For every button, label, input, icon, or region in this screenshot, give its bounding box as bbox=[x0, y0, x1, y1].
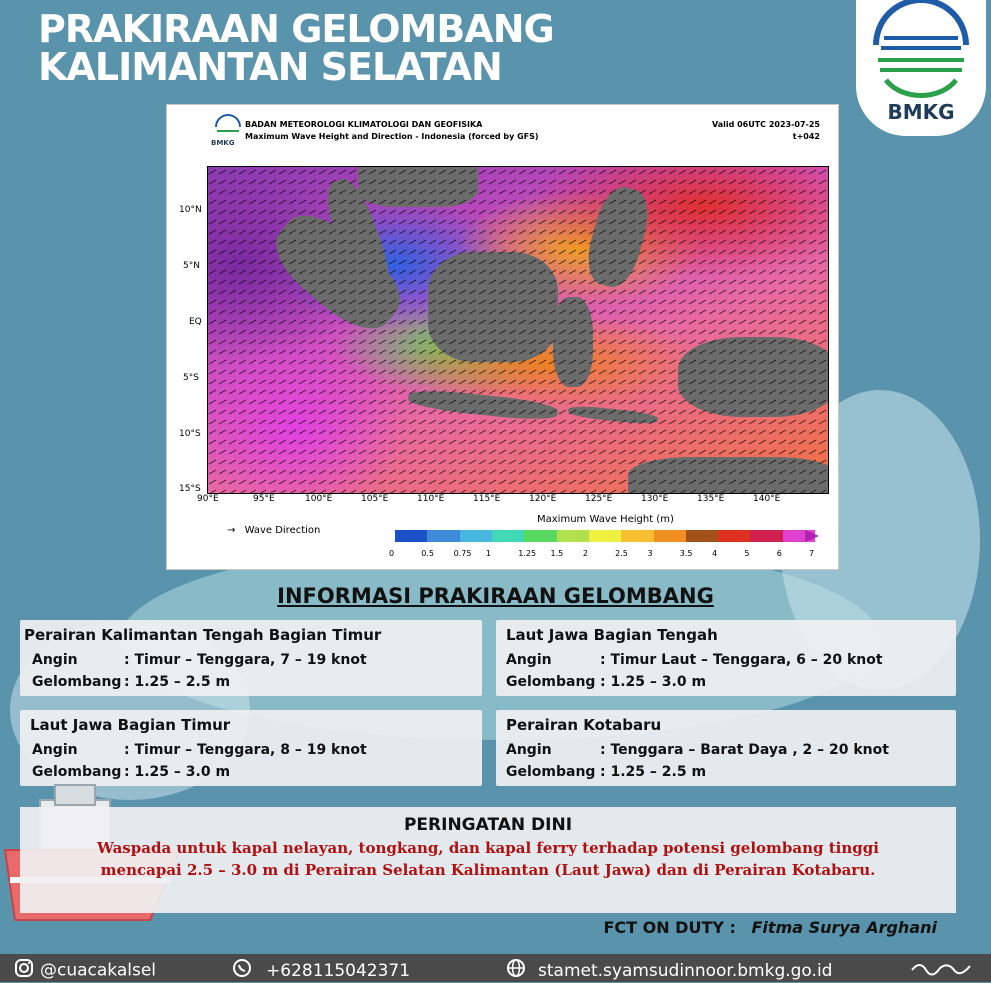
colorbar-ticks bbox=[389, 549, 815, 561]
gelombang-label: Gelombang bbox=[32, 674, 122, 690]
map-valid-time: Valid 06UTC 2023-07-25 bbox=[711, 120, 820, 129]
x-tick: 135°E bbox=[697, 494, 725, 504]
warning-line-1: Waspada untuk kapal nelayan, tongkang, dan kapal ferry terhadap potensi gelombang tinggi bbox=[97, 839, 879, 857]
y-tick: 10°N bbox=[179, 205, 202, 215]
colorbar-tick: 3.5 bbox=[679, 549, 693, 558]
map-agency-title: BADAN METEOROLOGI KLIMATOLOGI DAN GEOFISIKA bbox=[245, 120, 483, 129]
gelombang-value: : 1.25 – 2.5 m bbox=[600, 764, 707, 780]
angin-value: : Tenggara – Barat Daya , 2 – 20 knot bbox=[600, 742, 889, 758]
y-tick: 10°S bbox=[179, 429, 201, 439]
colorbar-tick: 3 bbox=[647, 549, 653, 558]
x-tick: 90°E bbox=[197, 494, 219, 504]
title-line-2: KALIMANTAN SELATAN bbox=[38, 45, 502, 89]
colorbar-tick: 1.5 bbox=[550, 549, 564, 558]
mini-logo-text: BMKG bbox=[211, 139, 235, 147]
colorbar-tick: 0 bbox=[389, 549, 395, 558]
footer-website[interactable] bbox=[506, 958, 832, 983]
duty-label: FCT ON DUTY : bbox=[603, 918, 736, 937]
colorbar-extend-arrow bbox=[805, 530, 819, 542]
bmkg-logo-text: BMKG bbox=[887, 100, 955, 124]
instagram-handle: @cuacakalsel bbox=[40, 960, 157, 981]
wave-height-map bbox=[207, 166, 829, 494]
angin-value: : Timur Laut – Tenggara, 6 – 20 knot bbox=[600, 652, 883, 668]
arrow-right-icon: → bbox=[227, 525, 236, 536]
y-tick: 15°S bbox=[179, 484, 201, 494]
colorbar-segment bbox=[524, 530, 556, 542]
map-lead-time: t+042 bbox=[792, 132, 820, 141]
colorbar-tick: 7 bbox=[809, 549, 815, 558]
wave-direction-arrows bbox=[208, 167, 828, 493]
colorbar-segment bbox=[750, 530, 782, 542]
info-heading: INFORMASI PRAKIRAAN GELOMBANG bbox=[277, 584, 714, 608]
forecast-panel-laut-jawa-tengah bbox=[496, 620, 956, 696]
colorbar-tick: 2.5 bbox=[615, 549, 628, 558]
colorbar-segment bbox=[718, 530, 750, 542]
warning-title: PERINGATAN DINI bbox=[403, 815, 573, 835]
colorbar-segment bbox=[427, 530, 459, 542]
duty-name: Fitma Surya Arghani bbox=[751, 918, 937, 937]
wave-map-figure bbox=[166, 104, 839, 570]
colorbar-tick: 6 bbox=[776, 549, 782, 558]
signature-icon bbox=[908, 956, 978, 980]
early-warning-panel bbox=[20, 807, 956, 913]
bmkg-logo bbox=[856, 0, 986, 136]
wave-direction-label: Wave Direction bbox=[244, 525, 321, 536]
colorbar-tick: 5 bbox=[744, 549, 750, 558]
footer-instagram[interactable] bbox=[14, 958, 156, 983]
website-url: stamet.syamsudinnoor.bmkg.go.id bbox=[538, 960, 833, 981]
panel-title: Perairan Kalimantan Tengah Bagian Timur bbox=[24, 626, 382, 644]
x-tick: 105°E bbox=[361, 494, 389, 504]
angin-value: : Timur – Tenggara, 8 – 19 knot bbox=[124, 742, 367, 758]
colorbar-tick: 0.75 bbox=[453, 549, 472, 558]
phone-number: +628115042371 bbox=[266, 960, 411, 981]
globe-icon bbox=[506, 958, 526, 983]
warning-text bbox=[20, 837, 956, 881]
y-tick: 5°N bbox=[183, 261, 200, 271]
page-title bbox=[38, 7, 554, 89]
footer-bar bbox=[0, 954, 991, 982]
colorbar-tick: 4 bbox=[712, 549, 718, 558]
colorbar-tick: 2 bbox=[582, 549, 588, 558]
colorbar-segment bbox=[621, 530, 653, 542]
colorbar-segment bbox=[395, 530, 427, 542]
map-validity bbox=[712, 119, 820, 143]
x-tick: 130°E bbox=[641, 494, 669, 504]
angin-label: Angin bbox=[506, 742, 552, 758]
angin-label: Angin bbox=[32, 742, 78, 758]
x-tick: 120°E bbox=[529, 494, 557, 504]
x-tick: 95°E bbox=[253, 494, 275, 504]
colorbar-segment bbox=[589, 530, 621, 542]
colorbar-segment bbox=[460, 530, 492, 542]
x-tick: 115°E bbox=[473, 494, 501, 504]
colorbar-segment bbox=[686, 530, 718, 542]
instagram-icon bbox=[14, 958, 34, 983]
title-line-1: PRAKIRAAN GELOMBANG bbox=[38, 7, 554, 51]
x-tick: 110°E bbox=[417, 494, 445, 504]
forecast-panel-kotabaru bbox=[496, 710, 956, 786]
bmkg-logo-icon bbox=[856, 0, 986, 100]
panel-title: Laut Jawa Bagian Timur bbox=[30, 716, 231, 734]
angin-label: Angin bbox=[506, 652, 552, 668]
colorbar-segment bbox=[557, 530, 589, 542]
whatsapp-icon bbox=[232, 958, 252, 983]
gelombang-label: Gelombang bbox=[506, 764, 596, 780]
panel-title: Perairan Kotabaru bbox=[506, 716, 662, 734]
angin-label: Angin bbox=[32, 652, 78, 668]
wave-direction-legend bbox=[227, 525, 320, 536]
colorbar-tick: 1 bbox=[485, 549, 492, 558]
gelombang-value: : 1.25 – 3.0 m bbox=[124, 764, 231, 780]
x-tick: 125°E bbox=[585, 494, 613, 504]
gelombang-label: Gelombang bbox=[32, 764, 122, 780]
colorbar-tick: 0.5 bbox=[421, 549, 435, 558]
x-tick: 100°E bbox=[305, 494, 333, 504]
colorbar bbox=[395, 530, 815, 542]
forecast-panel-laut-jawa-timur bbox=[20, 710, 482, 786]
forecaster-on-duty bbox=[603, 918, 937, 937]
y-tick: EQ bbox=[189, 317, 202, 327]
colorbar-tick: 1.25 bbox=[518, 549, 537, 558]
x-tick: 140°E bbox=[753, 494, 781, 504]
colorbar-segment bbox=[654, 530, 686, 542]
angin-value: : Timur – Tenggara, 7 – 19 knot bbox=[124, 652, 367, 668]
footer-phone[interactable] bbox=[232, 958, 410, 983]
warning-line-2: mencapai 2.5 – 3.0 m di Perairan Selatan Kalimantan (Laut Jawa) dan di Perairan Kotabaru. bbox=[100, 861, 876, 879]
panel-title: Laut Jawa Bagian Tengah bbox=[506, 626, 718, 644]
forecast-panel-kalteng-timur bbox=[20, 620, 482, 696]
gelombang-value: : 1.25 – 3.0 m bbox=[600, 674, 707, 690]
colorbar-title: Maximum Wave Height (m) bbox=[537, 514, 674, 525]
gelombang-value: : 1.25 – 2.5 m bbox=[124, 674, 231, 690]
map-subtitle: Maximum Wave Height and Direction - Indonesia (forced by GFS) bbox=[245, 132, 539, 141]
y-tick: 5°S bbox=[183, 373, 199, 383]
colorbar-segment bbox=[492, 530, 524, 542]
map-header bbox=[245, 119, 539, 143]
gelombang-label: Gelombang bbox=[506, 674, 596, 690]
